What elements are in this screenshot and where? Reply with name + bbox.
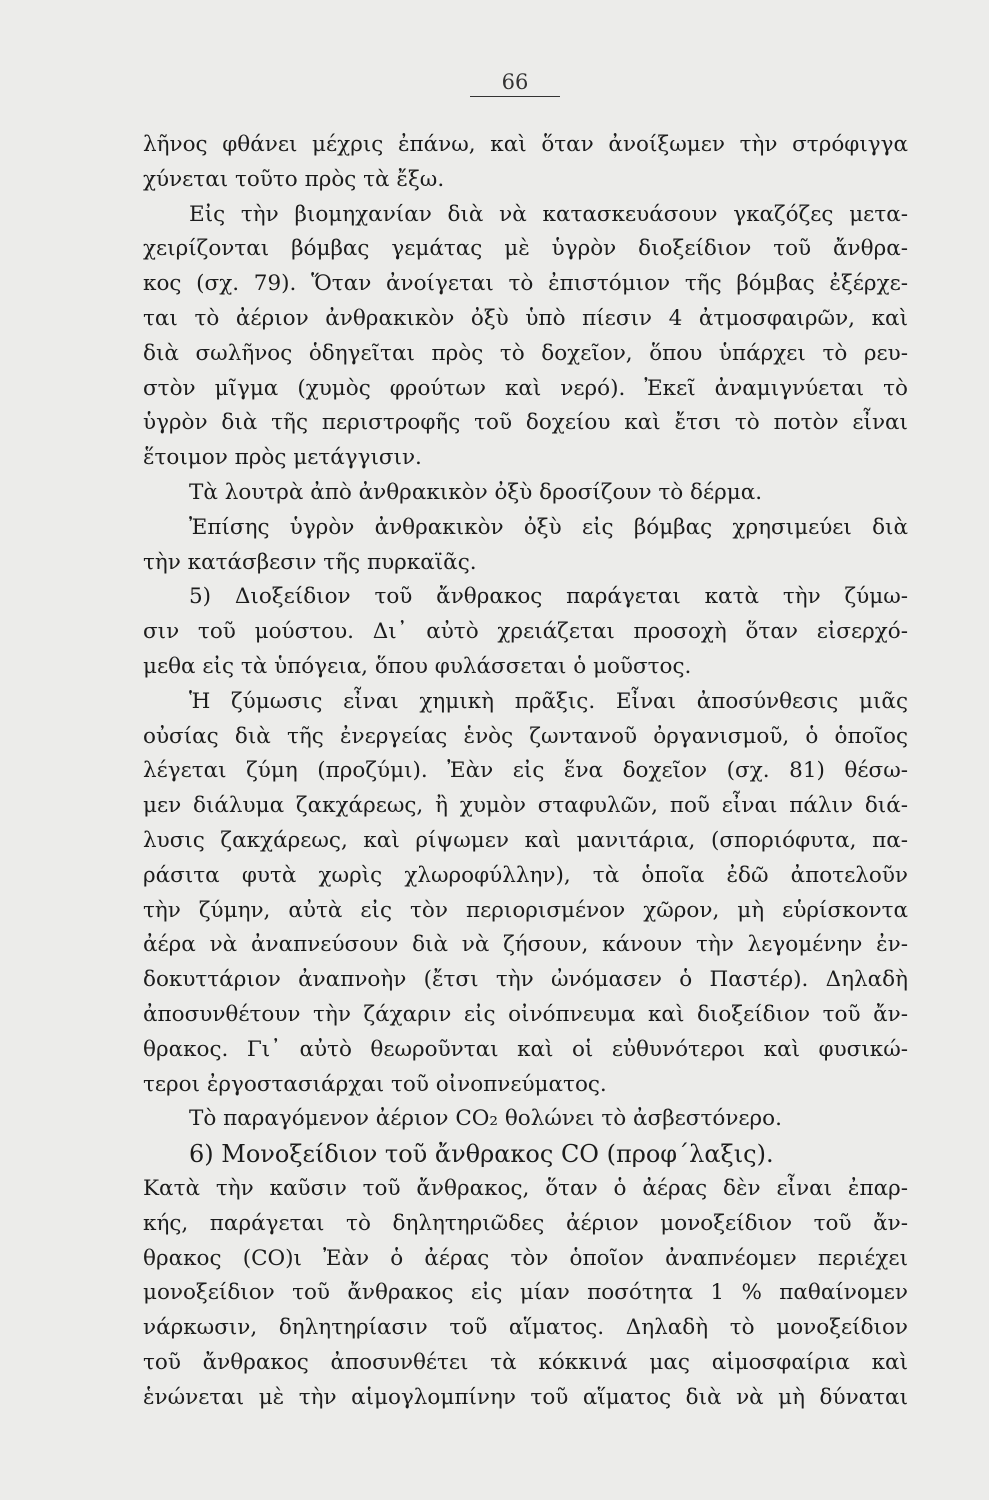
text-line: Τὸ παραγόμενον ἀέριον CO₂ θολώνει τὸ ἀσβεστόνερο. xyxy=(189,1106,782,1132)
text-line: στὸν μῖγμα (χυμὸς φρούτων καὶ νερό). Ἐκεῖ ἀναμιγνύεται τὸ xyxy=(143,375,908,401)
text-line: λέγεται ζύμη (προζύμι). Ἐὰν εἰς ἕνα δοχεῖον (σχ. 81) θέσω- xyxy=(143,758,908,784)
text-line: Ἡ ζύμωσις εἶναι χημικὴ πρᾶξις. Εἶναι ἀποσύνθεσις μιᾶς xyxy=(189,688,908,714)
text-line: θρακος. Γι᾽ αὐτὸ θεωροῦνται καὶ οἱ εὐθυνότεροι καὶ φυσικώ- xyxy=(143,1036,908,1062)
text-line: λῆνος φθάνει μέχρις ἐπάνω, καὶ ὅταν ἀνοίξωμεν τὴν στρόφιγγα xyxy=(143,132,908,157)
text-line: ὑγρὸν διὰ τῆς περιστροφῆς τοῦ δοχείου καὶ ἔτσι τὸ ποτὸν εἶναι xyxy=(143,410,908,436)
text-line: χύνεται τοῦτο πρὸς τὰ ἔξω. xyxy=(143,166,445,192)
text-line: ἀποσυνθέτουν τὴν ζάχαριν εἰς οἰνόπνευμα καὶ διοξείδιον τοῦ ἄν- xyxy=(143,1001,908,1027)
text-line: οὐσίας διὰ τῆς ἐνεργείας ἑνὸς ζωντανοῦ ὀργανισμοῦ, ὁ ὁποῖος xyxy=(143,723,908,749)
text-line: Τὰ λουτρὰ ἀπὸ ἀνθρακικὸν ὀξὺ δροσίζουν τὸ δέρμα. xyxy=(189,479,763,505)
text-line: σιν τοῦ μούστου. Δι᾽ αὐτὸ χρειάζεται προσοχὴ ὅταν εἰσερχό- xyxy=(143,619,908,645)
text-line: θρακος (CO)ι Ἐὰν ὁ ἀέρας τὸν ὁποῖον ἀναπνέομεν περιέχει xyxy=(143,1245,908,1271)
text-line: ἑνώνεται μὲ τὴν αἱμογλομπίνην τοῦ αἵματος διὰ νὰ μὴ δύναται xyxy=(143,1384,908,1410)
text-line: διὰ σωλῆνος ὁδηγεῖται πρὸς τὸ δοχεῖον, ὅπου ὑπάρχει τὸ ρευ- xyxy=(143,340,908,366)
text-line: τοῦ ἄνθρακος ἀποσυνθέτει τὰ κόκκινά μας αἱμοσφαίρια καὶ xyxy=(143,1349,908,1375)
text-line: μονοξείδιον τοῦ ἄνθρακος εἰς μίαν ποσότητα 1 % παθαίνομεν xyxy=(143,1280,908,1306)
text-line: ἀέρα νὰ ἀναπνεύσουν διὰ νὰ ζήσουν, κάνουν τὴν λεγομένην ἐν- xyxy=(143,932,908,958)
text-line: τεροι ἐργοστασιάρχαι τοῦ οἰνοπνεύματος. xyxy=(143,1071,607,1097)
text-line: δοκυττάριον ἀναπνοὴν (ἔτσι τὴν ὠνόμασεν ὁ Παστέρ). Δηλαδὴ xyxy=(143,967,908,993)
text-line: κής, παράγεται τὸ δηλητηριῶδες ἀέριον μονοξείδιον τοῦ ἄν- xyxy=(143,1210,908,1236)
text-line: Εἰς τὴν βιομηχανίαν διὰ νὰ κατασκευάσουν γκαζόζες μετα- xyxy=(189,201,908,227)
text-line: κος (σχ. 79). Ὅταν ἀνοίγεται τὸ ἐπιστόμιον τῆς βόμβας ἐξέρχε- xyxy=(143,271,908,297)
text-line: 5) Διοξείδιον τοῦ ἄνθρακος παράγεται κατὰ τὴν ζύμω- xyxy=(189,584,908,610)
text-line: λυσις ζακχάρεως, καὶ ρίψωμεν καὶ μανιτάρια, (σποριόφυτα, πα- xyxy=(143,827,908,853)
text-line: χειρίζονται βόμβας γεμάτας μὲ ὑγρὸν διοξείδιον τοῦ ἄνθρα- xyxy=(143,236,908,262)
text-line: Κατὰ τὴν καῦσιν τοῦ ἄνθρακος, ὅταν ὁ ἀέρας δὲν εἶναι ἐπαρ- xyxy=(143,1175,908,1201)
page-number: 66 xyxy=(470,70,560,97)
text-line: μεν διάλυμα ζακχάρεως, ἢ χυμὸν σταφυλῶν, ποῦ εἶναι πάλιν διά- xyxy=(143,793,908,819)
body-text xyxy=(143,128,908,1415)
text-line: νάρκωσιν, δηλητηρίασιν τοῦ αἵματος. Δηλαδὴ τὸ μονοξείδιον xyxy=(143,1315,908,1341)
text-line: μεθα εἰς τὰ ὑπόγεια, ὅπου φυλάσσεται ὁ μοῦστος. xyxy=(143,653,692,679)
text-line: ται τὸ ἀέριον ἀνθρακικὸν ὀξὺ ὑπὸ πίεσιν 4 ἀτμοσφαιρῶν, καὶ xyxy=(143,305,908,331)
text-line: Ἐπίσης ὑγρὸν ἀνθρακικὸν ὀξὺ εἰς βόμβας χρησιμεύει διὰ xyxy=(189,514,908,540)
text-line: ἕτοιμον πρὸς μετάγγισιν. xyxy=(143,445,422,471)
text-line: ράσιτα φυτὰ χωρὶς χλωροφύλλην), τὰ ὁποῖα ἐδῶ ἀποτελοῦν xyxy=(143,862,908,888)
text-line: 6) Μονοξείδιον τοῦ ἄνθρακος CO (προφ΄λαξις). xyxy=(189,1140,774,1169)
text-line: τὴν ζύμην, αὐτὰ εἰς τὸν περιορισμένον χῶρον, μὴ εὑρίσκοντα xyxy=(143,897,908,923)
text-line: τὴν κατάσβεσιν τῆς πυρκαϊᾶς. xyxy=(143,549,477,575)
